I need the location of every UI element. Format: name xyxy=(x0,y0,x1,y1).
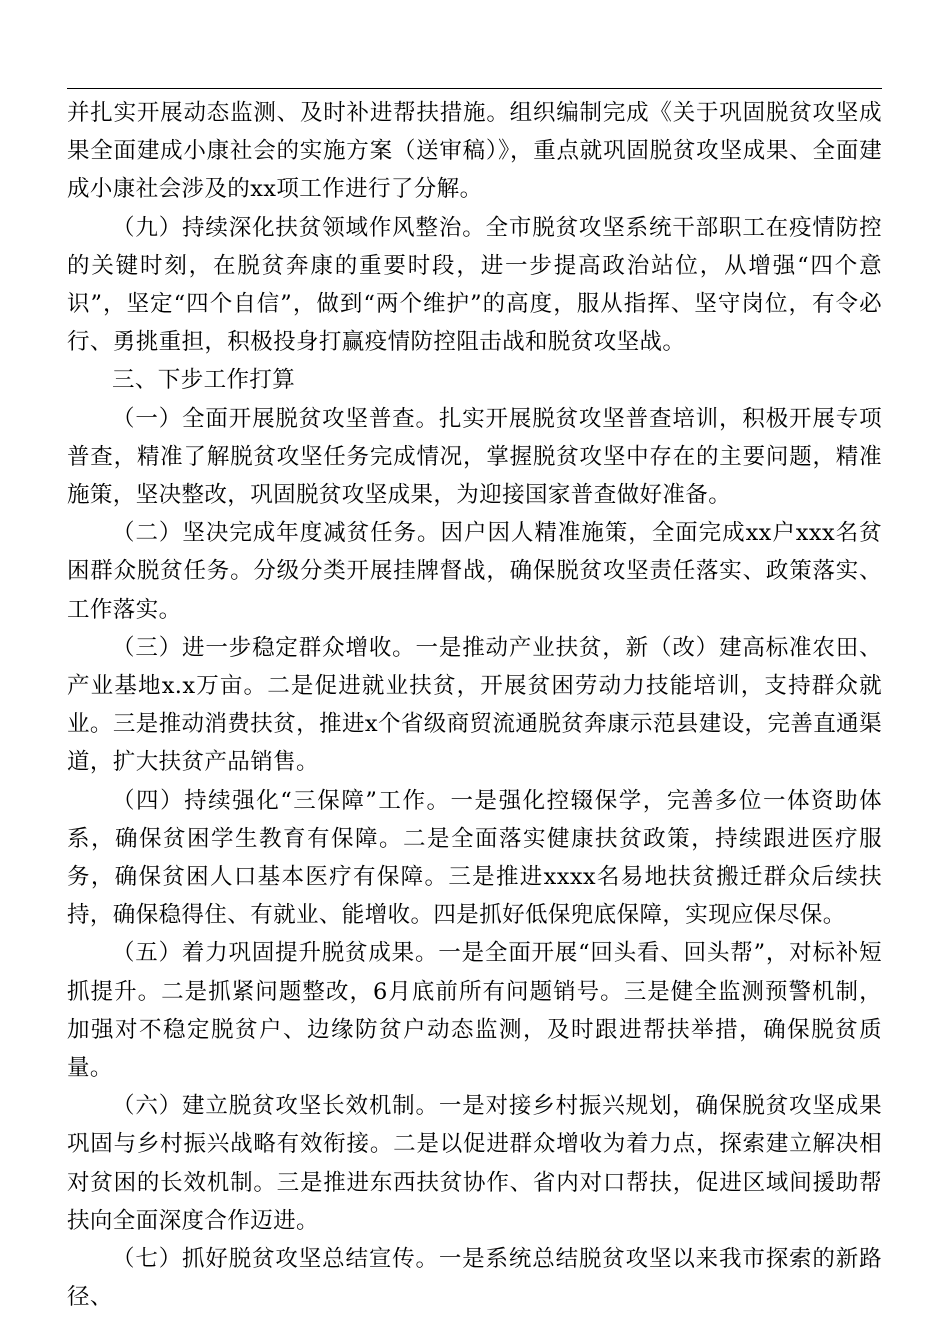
paragraph-continued: 并扎实开展动态监测、及时补进帮扶措施。组织编制完成《关于巩固脱贫攻坚成果全面建成小康社会的实施方案（送审稿）》，重点就巩固脱贫攻坚成果、全面建成小康社会涉及的xx项工作进行了分解。 xyxy=(67,100,882,203)
paragraph-4-three-guarantees: （四）持续强化“三保障”工作。一是强化控辍保学，完善多位一体资助体系，确保贫困学生教育有保障。二是全面落实健康扶贫政策，持续跟进医疗服务，确保贫困人口基本医疗有保障。三是推进xxxx名易地扶贫搬迁群众后续扶持，确保稳得住、有就业、能增收。四是抓好低保兜底保障，实现应保尽保。 xyxy=(67,787,882,929)
paragraph-9-style-rectification: （九）持续深化扶贫领域作风整治。全市脱贫攻坚系统干部职工在疫情防控的关键时刻，在脱贫奔康的重要时段，进一步提高政治站位，从增强“四个意识”，坚定“四个自信”，做到“两个维护”的高度，服从指挥、坚守岗位，有令必行、勇挑重担，积极投身打赢疫情防控阻击战和脱贫攻坚战。 xyxy=(67,214,882,356)
header-rule xyxy=(67,88,882,89)
paragraph-1-census: （一）全面开展脱贫攻坚普查。扎实开展脱贫攻坚普查培训，积极开展专项普查，精准了解脱贫攻坚任务完成情况，掌握脱贫攻坚中存在的主要问题，精准施策，坚决整改，巩固脱贫攻坚成果，为迎接国家普查做好准备。 xyxy=(67,405,882,509)
paragraph-6-mechanism: （六）建立脱贫攻坚长效机制。一是对接乡村振兴规划，确保脱贫攻坚成果巩固与乡村振兴战略有效衔接。二是以促进群众增收为着力点，探索建立解决相对贫困的长效机制。三是推进东西扶贫协作、省内对口帮扶，促进区域间援助帮扶向全面深度合作迈进。 xyxy=(67,1093,882,1234)
paragraph-3-income: （三）进一步稳定群众增收。一是推动产业扶贫，新（改）建高标准农田、产业基地x.x万亩。二是促进就业扶贫，开展贫困劳动力技能培训，支持群众就业。三是推动消费扶贫，推进x个省级商贸流通脱贫奔康示范县建设，完善直通渠道，扩大扶贫产品销售。 xyxy=(67,634,882,776)
section-heading-next-steps: 三、下步工作打算 xyxy=(112,367,296,394)
paragraph-5-consolidate: （五）着力巩固提升脱贫成果。一是全面开展“回头看、回头帮”，对标补短抓提升。二是抓紧问题整改，6月底前所有问题销号。三是健全监测预警机制，加强对不稳定脱贫户、边缘防贫户动态监测，及时跟进帮扶举措，确保脱贫质量。 xyxy=(67,940,882,1082)
document-body xyxy=(67,94,882,1317)
paragraph-2-annual-tasks: （二）坚决完成年度减贫任务。因户因人精准施策，全面完成xx户xxx名贫困群众脱贫任务。分级分类开展挂牌督战，确保脱贫攻坚责任落实、政策落实、工作落实。 xyxy=(67,520,882,623)
paragraph-7-publicity: （七）抓好脱贫攻坚总结宣传。一是系统总结脱贫攻坚以来我市探索的新路径、 xyxy=(67,1246,882,1311)
